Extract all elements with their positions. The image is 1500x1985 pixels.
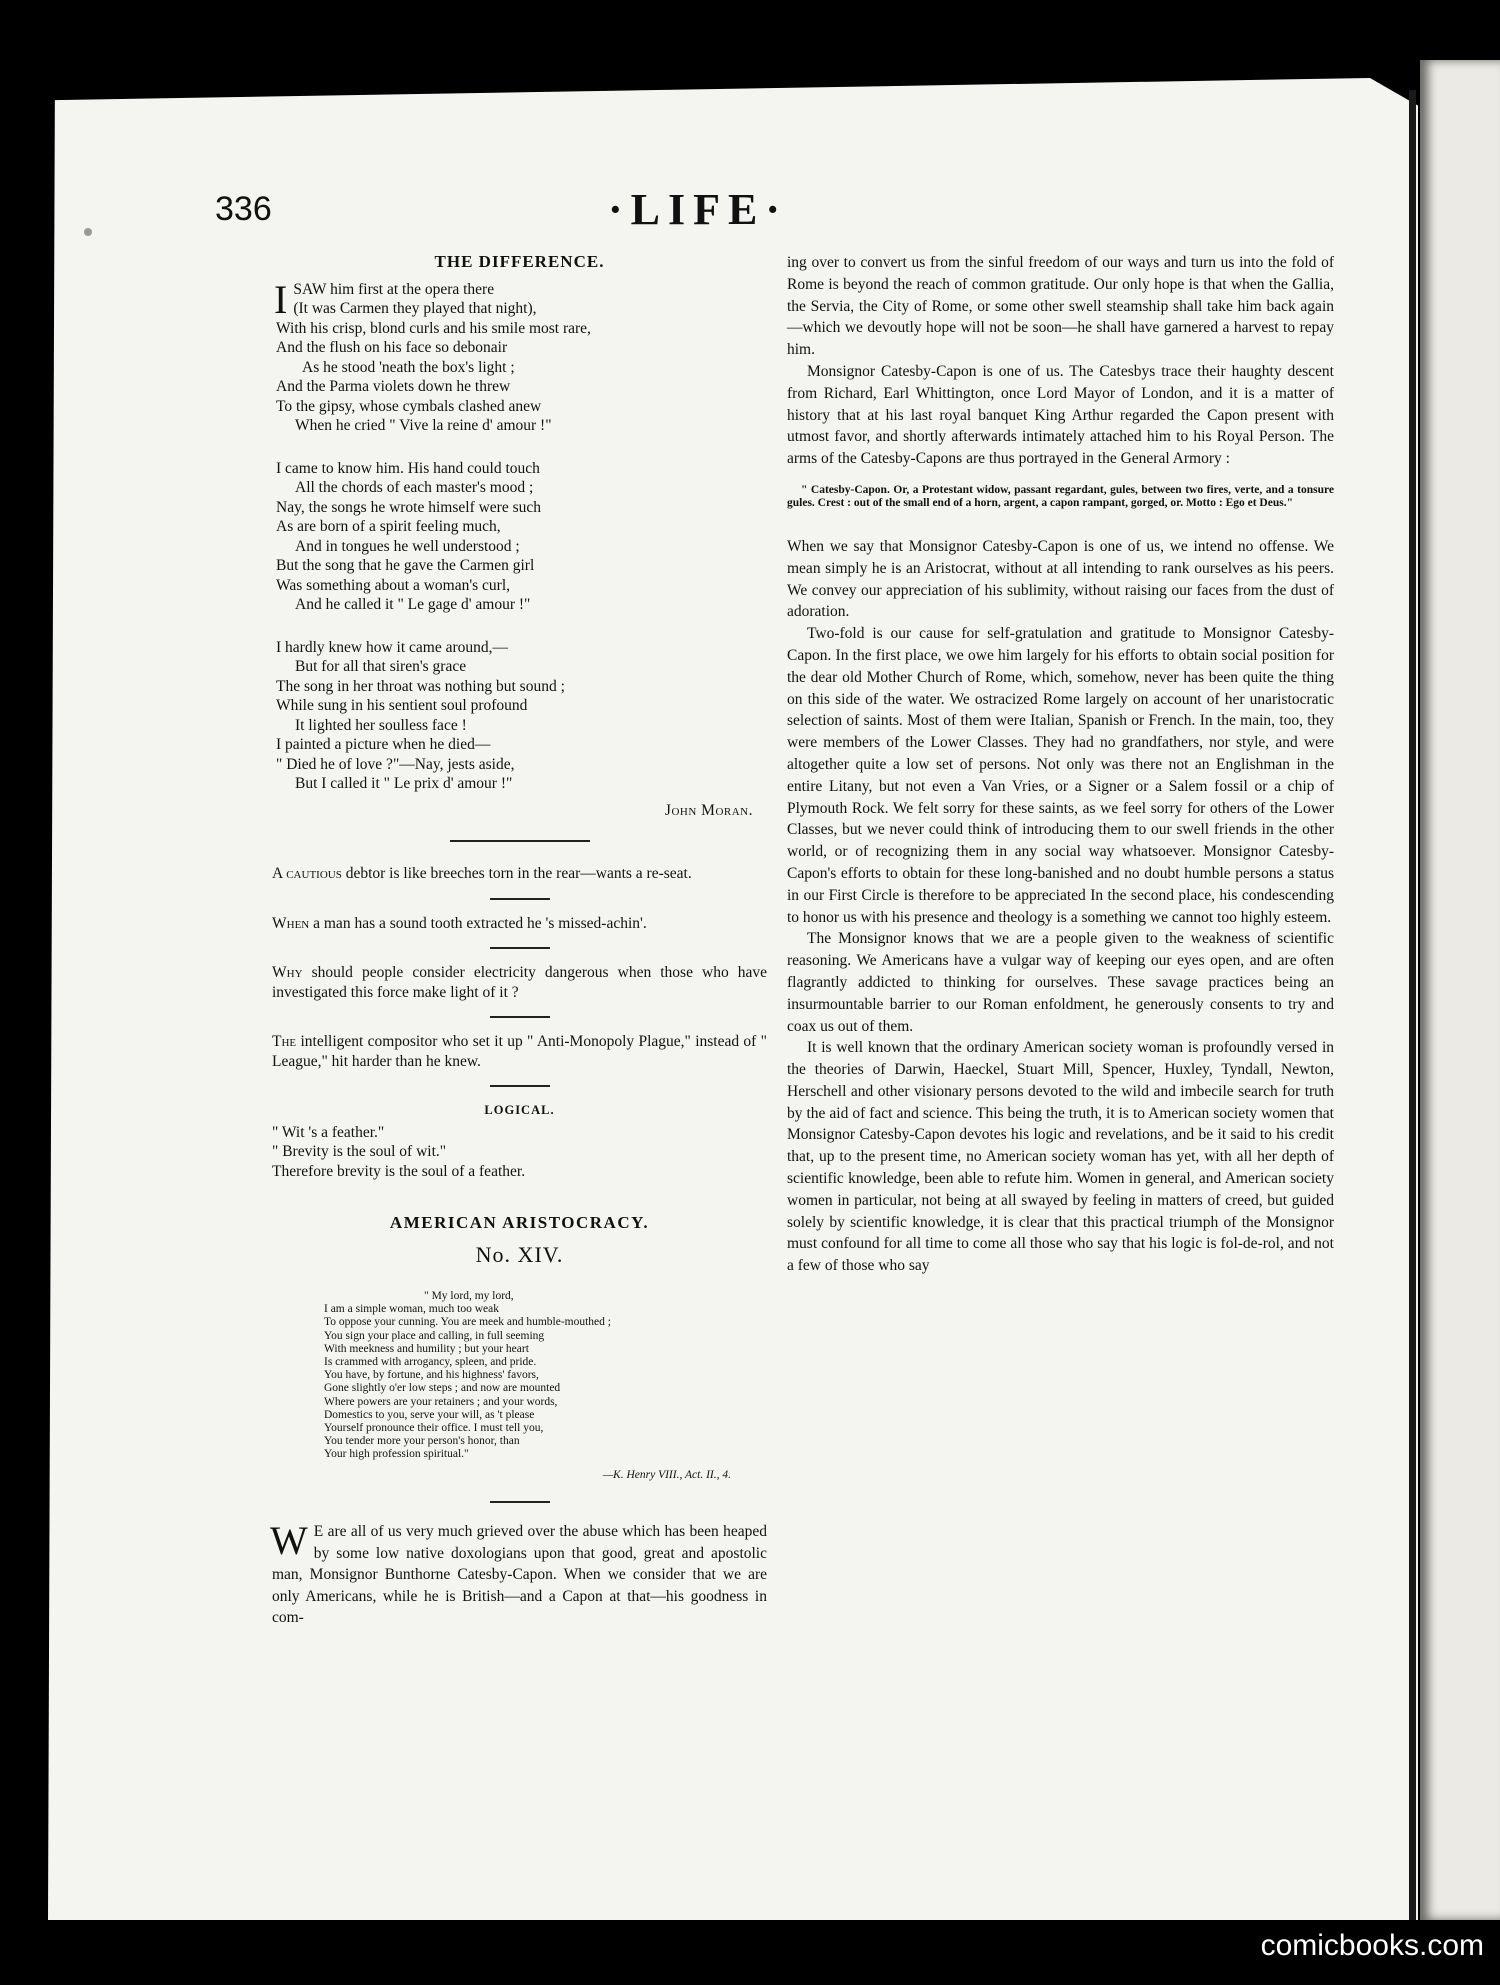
poem-line: (It was Carmen they played that night),	[293, 300, 537, 317]
epigraph	[324, 1290, 767, 1462]
section-rule	[490, 1501, 550, 1503]
poem-line: I painted a picture when he died—	[276, 736, 491, 753]
epigraph-line: Where powers are your retainers ; and your words,	[324, 1395, 558, 1408]
squib-lead: When	[272, 914, 310, 932]
article-dropcap: W	[270, 1518, 308, 1564]
poem-stanza-1	[274, 276, 767, 436]
article-paragraph: The Monsignor knows that we are a people given to the weakness of scientific reasoning. We Americans have a vulgar way of keeping our eyes open, and are often flagrantly addicted to thinking for ourselves. These savage practices being an insurmountable barrier to our Roman enfoldment, he generously consents to try and coax us out of them.	[787, 930, 1334, 1035]
poem-line: It lighted her soulless face !	[295, 716, 467, 734]
poem-line: To the gipsy, whose cymbals clashed anew	[276, 397, 542, 415]
poem-line: But the song that he gave the Carmen girl	[276, 557, 535, 574]
epigraph-line: I am a simple woman, much too weak	[324, 1303, 500, 1316]
watermark: comicbooks.com	[1260, 1929, 1484, 1962]
epigraph-line: You have, by fortune, and his highness' favors,	[324, 1369, 539, 1382]
squib	[272, 914, 767, 934]
page-spine	[1409, 90, 1416, 1920]
epigraph-line: With meekness and humility ; but your heart	[324, 1342, 529, 1355]
left-column	[272, 252, 767, 1629]
poem-line: And in tongues he well understood ;	[295, 537, 520, 555]
epigraph-line: Domestics to you, serve your will, as 't please	[324, 1408, 535, 1421]
squib-text: should people consider electricity dangerous when those who have investigated this force make light of it ?	[272, 964, 767, 1001]
article-paragraph: ing over to convert us from the sinful freedom of our ways and turn us into the fold of Rome is beyond the reach of common gratitude. Our only hope is that when the Gallia, the Servia, the City of Rome, or some other swell steamship shall take him back again—which we devoutly hope will not be soon—he shall have garnered a harvest to repay him.	[787, 254, 1334, 359]
squib	[272, 963, 767, 1002]
poem-title: THE DIFFERENCE.	[434, 252, 605, 271]
epigraph-line: You sign your place and calling, in full seeming	[324, 1329, 545, 1342]
poem-line: I hardly knew how it came around,—	[276, 638, 509, 656]
armory-citation: " Catesby-Capon. Or, a Protestant widow, passant regardant, gules, between two fires, verte, and a tonsure gules. Crest : out of the small end of a horn, argent, a capon rampant, gorged, or. Motto : Ego et Deus."	[787, 483, 1334, 509]
article-opening-text: E are all of us very much grieved over the abuse which has been heaped by some low native doxologians upon that good, great and apostolic man, Monsignor Bunthorne Catesby-Capon. When we consider that we are only Americans, while he is British—and a Capon at that—his goodness in com-	[272, 1523, 767, 1627]
section-rule	[490, 1016, 550, 1018]
logical-line: " Brevity is the soul of wit."	[272, 1143, 447, 1160]
logical-title: LOGICAL.	[484, 1103, 555, 1117]
epigraph-source: —K. Henry VIII., Act. II., 4.	[602, 1468, 731, 1481]
page-header	[215, 185, 1335, 240]
squib-text: a man has a sound tooth extracted he 's missed-achin'.	[309, 914, 647, 932]
epigraph-line: Yourself pronounce their office. I must tell you,	[324, 1422, 544, 1435]
epigraph-line: Gone slightly o'er low steps ; and now are mounted	[324, 1382, 561, 1395]
poem-line: As he stood 'neath the box's light ;	[302, 358, 515, 376]
article-paragraph: When we say that Monsignor Catesby-Capon is one of us, we intend no offense. We mean simply he is an Aristocrat, without at all intending to rank ourselves as his peers. We convey our appreciation of his sublimity, without raising our faces from the dust of adoration.	[787, 537, 1334, 621]
magazine-title: ·LIFE·	[608, 185, 789, 234]
squib-lead: A cautious	[272, 865, 342, 882]
poem-stanza-2	[276, 459, 767, 615]
scan-speck	[84, 228, 92, 236]
next-page-edge	[1420, 60, 1500, 1920]
poem-line: Nay, the songs he wrote himself were such	[276, 498, 542, 516]
epigraph-line: Is crammed with arrogancy, spleen, and pride.	[324, 1356, 537, 1369]
article-paragraph: It is well known that the ordinary American society woman is profoundly versed in the theories of Darwin, Haeckel, Stuart Mill, Spencer, Huxley, Tyndall, Newton, Herschell and other visionary persons devoted to the wild and imbecile search for truth by the aid of fact and science. This being the truth, it is to American society women that Monsignor Catesby-Capon devotes his logic and revelations, and be it said to his credit that, up to the present time, no American society woman has yet, with all her depth of scientific knowledge, been able to refute him. Women in general, and American society women in particular, not being at all swayed by feeling in matters of creed, but guided solely by scientific knowledge, it is clear that this practical triumph of the Monsignor must confound for all time to come all those who say that his logic is fol-de-rol, and not a few of those who say	[787, 1039, 1334, 1275]
section-rule	[490, 898, 550, 900]
article-paragraph: Monsignor Catesby-Capon is one of us. The Catesbys trace their haughty descent from Richard, Earl Whittington, once Lord Mayor of London, and it is a matter of history that at his last royal banquet King Arthur regarded the Capon present with utmost favor, and shortly afterwards intimately attached him to his Royal Person. The arms of the Catesby-Capons are thus portrayed in the General Armory :	[787, 362, 1334, 468]
article-paragraph: Two-fold is our cause for self-gratulation and gratitude to Monsignor Catesby-Capon. In the first place, we owe him largely for his efforts to obtain social position for the dear old Mother Church of Rome, which, somehow, never has been quite the thing on this side of the water. We ostracized Rome largely on account of her unaristocratic selection of saints. Most of them were Italian, Spanish or French. In the main, too, they were members of the Lower Classes. They had no grandfathers, nor style, and were altogether quite a low set of persons. Not only was there not an Englishman in the entire Litany, but not even a Van Vries, or a Signer or a Salem fossil or a chip of Plymouth Rock. We felt sorry for these saints, as we feel sorry for others of the Lower Classes, but we never could think of introducing them to our swell friends in the other world, or of recognizing them in any social way whatsoever. Monsignor Catesby-Capon's efforts to obtain for these long-banished and no doubt humble persons a status in our First Circle is therefore to be appreciated In the second place, his condescending to honor us with his presence and theology is a something we cannot too highly esteem.	[787, 625, 1334, 926]
poem-line: While sung in his sentient soul profound	[276, 697, 528, 714]
epigraph-line: " My lord, my lord,	[424, 1290, 514, 1302]
article-title: AMERICAN ARISTOCRACY.	[389, 1213, 650, 1232]
poem-dropcap: I	[274, 276, 288, 322]
poem-author: John Moran.	[664, 801, 753, 819]
poem-line: All the chords of each master's mood ;	[295, 479, 534, 496]
poem-line: I came to know him. His hand could touch	[276, 459, 540, 477]
poem-line: The song in her throat was nothing but sound ;	[276, 677, 565, 695]
poem-line: But I called it " Le prix d' amour !"	[295, 775, 513, 792]
epigraph-line: Your high profession spiritual."	[324, 1448, 469, 1461]
squib	[272, 864, 767, 884]
squib-lead: The	[272, 1033, 297, 1050]
poem-line: With his crisp, blond curls and his smile most rare,	[276, 319, 591, 337]
section-rule	[450, 840, 590, 842]
logical-line: " Wit 's a feather."	[272, 1123, 385, 1141]
section-rule	[490, 1085, 550, 1087]
poem-line: And the flush on his face so debonair	[276, 339, 508, 356]
page-number: 336	[215, 190, 272, 228]
epigraph-line: You tender more your person's honor, than	[324, 1435, 520, 1448]
squib-text: intelligent compositor who set it up " Anti-Monopoly Plague," instead of " League," hit harder than he knew.	[272, 1033, 767, 1070]
poem-line: And he called it " Le gage d' amour !"	[295, 596, 531, 613]
squib-lead: Why	[272, 964, 303, 981]
right-column	[787, 252, 1334, 1277]
poem-line: SAW him first at the opera there	[293, 280, 495, 298]
squib-text: debtor is like breeches torn in the rear—wants a re-seat.	[341, 865, 692, 882]
poem-line: Was something about a woman's curl,	[276, 576, 510, 594]
squib	[272, 1032, 767, 1071]
poem-line: When he cried " Vive la reine d' amour !"	[295, 417, 552, 434]
logical-line: Therefore brevity is the soul of a feather.	[272, 1162, 526, 1180]
article-number: No. XIV.	[475, 1241, 564, 1267]
epigraph-line: To oppose your cunning. You are meek and humble-mouthed ;	[324, 1316, 611, 1329]
poem-line: " Died he of love ?"—Nay, jests aside,	[276, 755, 515, 773]
section-rule	[490, 947, 550, 949]
poem-line: And the Parma violets down he threw	[276, 378, 511, 395]
poem-line: But for all that siren's grace	[295, 658, 467, 675]
poem-stanza-3	[276, 638, 767, 794]
poem-line: As are born of a spirit feeling much,	[276, 518, 501, 535]
article-opening	[270, 1518, 767, 1629]
